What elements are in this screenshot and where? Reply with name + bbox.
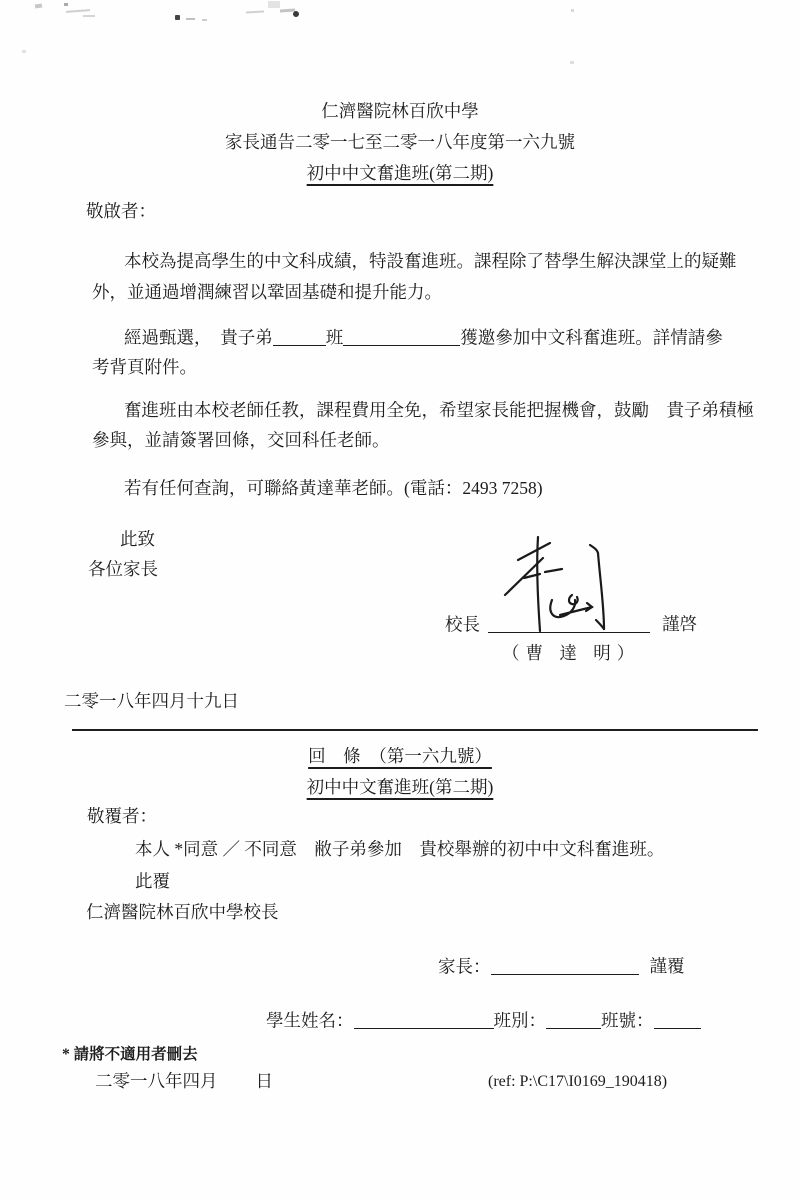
class-label: 班別： <box>493 1010 546 1031</box>
reply-slip-title: 回 條 （第一六九號） <box>308 746 492 766</box>
paragraph2-text-before: 經過甄選， 貴子弟 <box>124 327 273 348</box>
class-blank-field <box>273 327 326 346</box>
reply-consent-line: 本人 *同意 ／ 不同意 敝子弟參加 貴校舉辦的初中中文科奮進班。 <box>135 839 665 859</box>
paragraph4-enquiry: 若有任何查詢，可聯絡黃達華老師。(電話：2493 7258) <box>124 478 543 498</box>
principal-label: 校長 <box>445 614 480 635</box>
student-name-line <box>354 1010 494 1029</box>
scan-artifact <box>66 9 90 13</box>
letter-salutation: 敬啟者： <box>86 201 156 221</box>
principal-signature-line <box>488 614 650 633</box>
student-info-row <box>266 1007 701 1032</box>
reply-salutation: 敬覆者： <box>87 806 157 826</box>
reply-closing: 此覆 <box>135 871 170 891</box>
scan-artifact <box>22 50 26 53</box>
letter-date: 二零一八年四月十九日 <box>64 691 239 711</box>
parent-sign-row <box>438 953 685 978</box>
class-number-label: 班號： <box>601 1010 654 1031</box>
notice-number-line: 家長通告二零一七至二零一八年度第一六九號 <box>225 132 575 152</box>
paragraph2-text-after: 獲邀參加中文科奮進班。詳情請參 <box>460 327 723 348</box>
scan-artifact <box>246 11 264 14</box>
class-line <box>546 1010 601 1029</box>
scan-artifact <box>64 3 68 6</box>
principal-sign-off: 謹啓 <box>662 614 697 635</box>
scan-artifact <box>202 19 207 21</box>
paragraph3-line1: 奮進班由本校老師任教，課程費用全免，希望家長能把握機會，鼓勵 貴子弟積極 <box>124 400 754 420</box>
document-reference: (ref: P:\C17\I0169_190418) <box>488 1073 668 1090</box>
scan-artifact <box>186 18 195 20</box>
reply-date-prefix: 二零一八年四月 <box>95 1071 218 1091</box>
principal-name: （曹 達 明） <box>502 643 641 663</box>
reply-slip-subtitle: 初中中文奮進班(第二期) <box>306 777 494 797</box>
reply-date-row <box>95 1069 273 1093</box>
principal-sign-row <box>445 611 697 636</box>
closing-cizhi: 此致 <box>120 529 155 549</box>
student-name-label: 學生姓名： <box>266 1010 354 1031</box>
parent-sign-off: 謹覆 <box>649 956 685 977</box>
parent-label: 家長： <box>438 956 491 977</box>
school-name: 仁濟醫院林百欣中學 <box>321 101 479 121</box>
paragraph2-text-middle: 班 <box>325 327 344 348</box>
scan-artifact <box>268 1 280 8</box>
paragraph2-line2: 考背頁附件。 <box>92 357 197 377</box>
scan-artifact <box>571 9 574 12</box>
letter-subject: 初中中文奮進班(第二期) <box>306 163 494 183</box>
scan-artifact <box>35 4 42 9</box>
closing-parents: 各位家長 <box>88 559 158 579</box>
parent-signature-line <box>491 956 639 975</box>
reply-date-suffix: 日 <box>255 1071 273 1091</box>
paragraph1-line1: 本校為提高學生的中文科成績，特設奮進班。課程除了替學生解決課堂上的疑難 <box>124 251 737 271</box>
tear-off-divider <box>72 729 758 731</box>
paragraph2-line1 <box>124 324 723 349</box>
student-name-blank-field <box>343 327 460 346</box>
paragraph1-line2: 外，並通過增潤練習以鞏固基礎和提升能力。 <box>92 282 442 302</box>
scan-artifact <box>570 61 574 64</box>
reply-addressee: 仁濟醫院林百欣中學校長 <box>86 902 279 922</box>
paragraph3-line2: 參與，並請簽署回條，交回科任老師。 <box>92 430 390 450</box>
class-number-line <box>654 1010 701 1029</box>
delete-inapplicable-footnote: * 請將不適用者刪去 <box>62 1046 198 1063</box>
scan-artifact <box>83 15 95 17</box>
scan-artifact <box>175 15 180 20</box>
scan-artifact <box>293 11 299 17</box>
